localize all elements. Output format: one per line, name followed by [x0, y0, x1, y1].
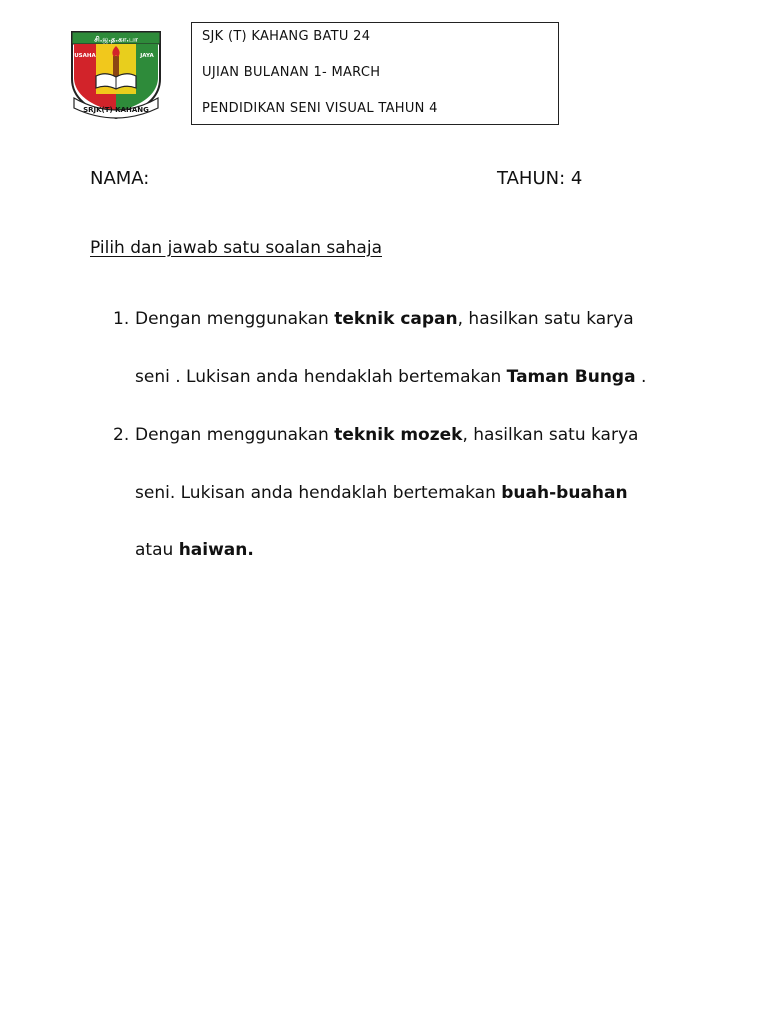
crest-left-word: USAHA [74, 53, 96, 59]
question-1-number: 1. [113, 309, 130, 329]
question-2-theme-b: haiwan. [178, 540, 254, 560]
question-1-technique: teknik capan [334, 309, 458, 329]
crest-bottom-text: SRJK(T) KAHANG [83, 106, 149, 114]
question-1-line-1: Dengan menggunakan teknik capan, hasilkan satu karya [135, 309, 634, 329]
header-box [191, 22, 559, 125]
nama-label: NAMA: [90, 168, 150, 189]
school-crest-logo [66, 24, 166, 124]
question-2-technique: teknik mozek [334, 425, 463, 445]
question-1-line-2: seni . Lukisan anda hendaklah bertemakan Taman Bunga . [135, 367, 647, 387]
crest-top-text: சி.ஜ.த.கா.பா [94, 35, 138, 44]
instruction: Pilih dan jawab satu soalan sahaja [90, 238, 382, 258]
school-name: SJK (T) KAHANG BATU 24 [202, 29, 371, 44]
exam-title: UJIAN BULANAN 1- MARCH [202, 65, 381, 80]
question-2-line-2: seni. Lukisan anda hendaklah bertemakan buah-buahan [135, 483, 628, 503]
question-2-number: 2. [113, 425, 130, 445]
question-2-line-1: Dengan menggunakan teknik mozek, hasilkan satu karya [135, 425, 639, 445]
subject-title: PENDIDIKAN SENI VISUAL TAHUN 4 [202, 101, 438, 116]
tahun-label: TAHUN: 4 [497, 168, 583, 189]
crest-right-word: JAYA [140, 53, 154, 59]
question-2-theme-a: buah-buahan [501, 483, 628, 503]
question-1-theme: Taman Bunga [506, 367, 636, 387]
question-2-line-3: atau haiwan. [135, 540, 254, 560]
